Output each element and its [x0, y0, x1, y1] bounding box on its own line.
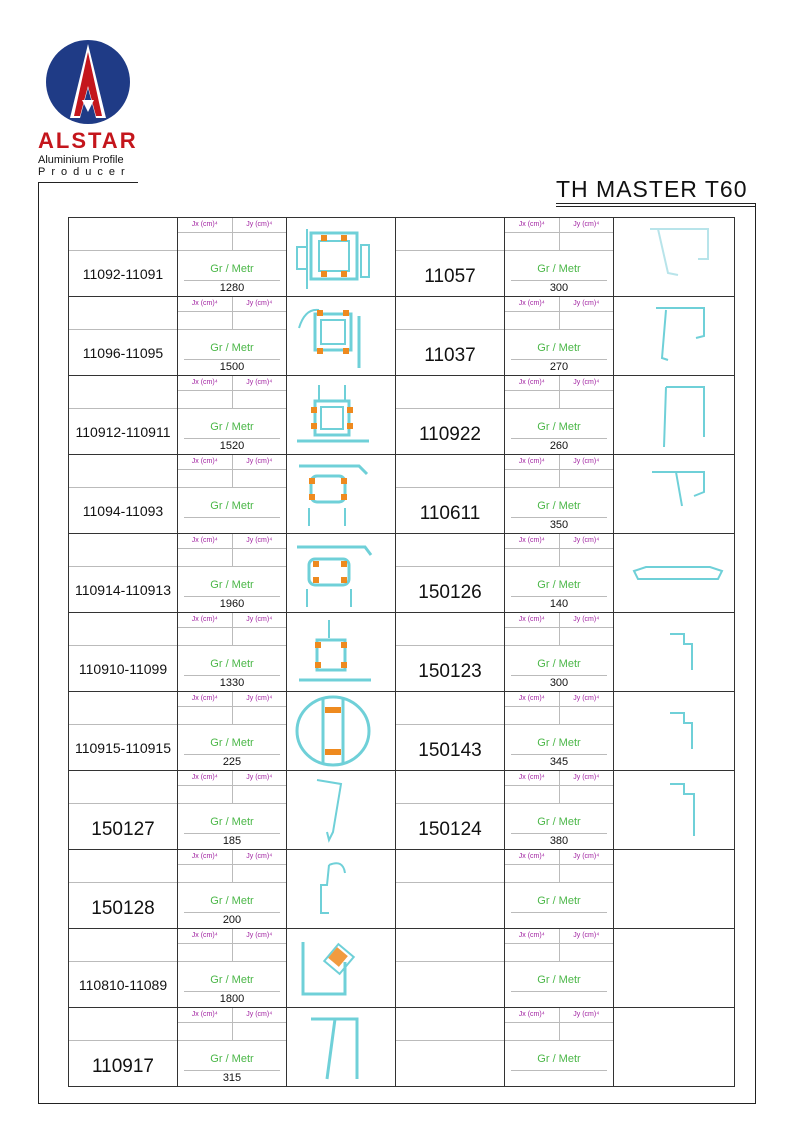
profile-section-icon [289, 614, 393, 690]
profile-properties-cell [505, 297, 614, 376]
profile-code: 11092-11091 [82, 266, 164, 282]
jx-label: Jx (cm)⁴ [505, 455, 560, 469]
jy-label: Jy (cm)⁴ [573, 458, 600, 465]
profile-code-cell [396, 218, 505, 297]
profile-code-cell [69, 850, 178, 929]
weight-label: Gr / Metr [537, 263, 581, 275]
brand-tagline-2: Producer [38, 166, 131, 178]
profile-properties-cell [178, 455, 287, 534]
profile-properties-cell [505, 692, 614, 771]
profile-section-icon [289, 456, 393, 532]
profile-section-icon [622, 456, 726, 532]
jx-label: Jx (cm)⁴ [178, 613, 233, 627]
profile-drawing-cell [614, 455, 735, 534]
jx-label: Jx (cm)⁴ [505, 692, 560, 706]
profile-code-cell [69, 771, 178, 850]
jy-label: Jy (cm)⁴ [573, 221, 600, 228]
profile-code-cell [396, 929, 505, 1008]
table-row [69, 376, 735, 455]
weight-label: Gr / Metr [210, 1053, 254, 1065]
profile-code: 150126 [418, 582, 482, 603]
jx-label: Jx (cm)⁴ [505, 771, 560, 785]
jy-label: Jy (cm)⁴ [573, 300, 600, 307]
title-underline [556, 203, 756, 204]
profile-properties-cell [505, 850, 614, 929]
jy-label: Jy (cm)⁴ [573, 616, 600, 623]
profile-section-icon [622, 772, 726, 848]
weight-label: Gr / Metr [537, 895, 581, 907]
weight-value: 300 [549, 677, 569, 689]
profile-code: 150143 [418, 740, 482, 761]
frame-bottom [38, 1103, 756, 1104]
profile-code-cell [69, 692, 178, 771]
jy-label: Jy (cm)⁴ [573, 853, 600, 860]
profile-code-cell [69, 455, 178, 534]
weight-value: 1330 [219, 677, 245, 689]
profile-code: 11057 [424, 266, 476, 287]
weight-label: Gr / Metr [210, 579, 254, 591]
jx-label: Jx (cm)⁴ [505, 534, 560, 548]
profile-code: 110611 [419, 503, 481, 524]
profile-code-cell [396, 297, 505, 376]
profile-code: 150127 [91, 819, 155, 840]
weight-value: 1960 [219, 598, 245, 610]
profile-code: 110917 [92, 1056, 154, 1077]
weight-value: 315 [222, 1072, 242, 1084]
brand-tagline: Aluminium Profile [38, 154, 124, 166]
profile-section-icon [622, 219, 726, 295]
weight-label: Gr / Metr [210, 895, 254, 907]
profile-section-icon [289, 535, 393, 611]
weight-label: Gr / Metr [537, 974, 581, 986]
profile-section-icon [289, 851, 393, 927]
profile-properties-cell [178, 771, 287, 850]
jx-label: Jx (cm)⁴ [505, 297, 560, 311]
profile-code-cell [396, 771, 505, 850]
jy-label: Jy (cm)⁴ [246, 853, 273, 860]
page-title: TH MASTER T60 [556, 176, 748, 202]
jx-label: Jx (cm)⁴ [178, 929, 233, 943]
weight-value: 1800 [219, 993, 245, 1005]
weight-value: 225 [222, 756, 242, 768]
profile-section-icon [289, 298, 393, 374]
weight-label: Gr / Metr [537, 1053, 581, 1065]
weight-label: Gr / Metr [210, 500, 254, 512]
profile-code-cell [69, 534, 178, 613]
profile-drawing-cell [614, 692, 735, 771]
profile-code-cell [396, 1008, 505, 1087]
table-row [69, 929, 735, 1008]
profile-section-icon [622, 298, 726, 374]
weight-label: Gr / Metr [537, 421, 581, 433]
profile-code-cell [69, 218, 178, 297]
weight-label: Gr / Metr [537, 500, 581, 512]
weight-label: Gr / Metr [537, 737, 581, 749]
weight-value: 140 [549, 598, 569, 610]
profile-code-cell [69, 376, 178, 455]
jy-label: Jy (cm)⁴ [246, 221, 273, 228]
profile-properties-cell [178, 929, 287, 1008]
profile-code: 150123 [418, 661, 482, 682]
weight-label: Gr / Metr [210, 421, 254, 433]
profile-code: 110915-110915 [74, 740, 172, 756]
table-row [69, 218, 735, 297]
profile-drawing-cell [287, 376, 396, 455]
profile-drawing-cell [614, 1008, 735, 1087]
profile-properties-cell [178, 297, 287, 376]
weight-label: Gr / Metr [210, 737, 254, 749]
weight-label: Gr / Metr [210, 342, 254, 354]
jx-label: Jx (cm)⁴ [505, 1008, 560, 1022]
profile-drawing-cell [287, 297, 396, 376]
profile-drawing-cell [287, 218, 396, 297]
frame-left [38, 182, 39, 1104]
profile-properties-cell [505, 929, 614, 1008]
profile-section-icon [289, 930, 393, 1006]
profile-properties-cell [505, 455, 614, 534]
profile-drawing-cell [287, 929, 396, 1008]
jy-label: Jy (cm)⁴ [573, 379, 600, 386]
jy-label: Jy (cm)⁴ [246, 932, 273, 939]
jx-label: Jx (cm)⁴ [505, 376, 560, 390]
profile-properties-cell [505, 376, 614, 455]
profile-properties-cell [505, 1008, 614, 1087]
table-row [69, 297, 735, 376]
jy-label: Jy (cm)⁴ [246, 379, 273, 386]
weight-label: Gr / Metr [537, 579, 581, 591]
jx-label: Jx (cm)⁴ [178, 534, 233, 548]
profile-code-cell [69, 929, 178, 1008]
weight-value: 345 [549, 756, 569, 768]
jx-label: Jx (cm)⁴ [505, 850, 560, 864]
profile-code-cell [396, 613, 505, 692]
profile-code-cell [69, 297, 178, 376]
weight-value: 185 [222, 835, 242, 847]
table-row [69, 771, 735, 850]
weight-label: Gr / Metr [537, 816, 581, 828]
profile-properties-cell [178, 613, 287, 692]
weight-value: 300 [549, 282, 569, 294]
jx-label: Jx (cm)⁴ [505, 613, 560, 627]
profile-section-icon [622, 614, 726, 690]
profile-section-icon [289, 219, 393, 295]
jy-label: Jy (cm)⁴ [246, 300, 273, 307]
profile-code: 150124 [418, 819, 482, 840]
divider [38, 182, 138, 183]
profile-drawing-cell [614, 850, 735, 929]
weight-value: 1500 [219, 361, 245, 373]
profile-code-cell [396, 534, 505, 613]
profile-code: 110810-11089 [78, 977, 168, 993]
profile-section-icon [289, 377, 393, 453]
weight-value: 1280 [219, 282, 245, 294]
jy-label: Jy (cm)⁴ [573, 537, 600, 544]
weight-label: Gr / Metr [537, 342, 581, 354]
jx-label: Jx (cm)⁴ [505, 218, 560, 232]
jx-label: Jx (cm)⁴ [178, 376, 233, 390]
profile-drawing-cell [614, 376, 735, 455]
weight-value: 380 [549, 835, 569, 847]
profile-properties-cell [505, 534, 614, 613]
jy-label: Jy (cm)⁴ [246, 695, 273, 702]
profile-code-cell [396, 376, 505, 455]
jy-label: Jy (cm)⁴ [573, 695, 600, 702]
jy-label: Jy (cm)⁴ [246, 458, 273, 465]
profile-code: 110912-110911 [75, 424, 171, 440]
profile-section-icon [622, 377, 726, 453]
table-row [69, 455, 735, 534]
jy-label: Jy (cm)⁴ [573, 774, 600, 781]
weight-label: Gr / Metr [210, 974, 254, 986]
profile-code: 110910-11099 [78, 661, 168, 677]
alstar-emblem-icon [44, 38, 132, 126]
weight-label: Gr / Metr [210, 263, 254, 275]
profile-drawing-cell [287, 1008, 396, 1087]
profile-code: 11037 [424, 345, 476, 366]
profile-properties-cell [178, 692, 287, 771]
weight-label: Gr / Metr [210, 658, 254, 670]
weight-value: 1520 [219, 440, 245, 452]
jx-label: Jx (cm)⁴ [178, 771, 233, 785]
profile-code-cell [396, 455, 505, 534]
jx-label: Jx (cm)⁴ [178, 850, 233, 864]
profile-section-icon [289, 1009, 393, 1085]
profile-drawing-cell [614, 613, 735, 692]
profile-properties-cell [178, 534, 287, 613]
profile-drawing-cell [287, 534, 396, 613]
jy-label: Jy (cm)⁴ [573, 1011, 600, 1018]
jx-label: Jx (cm)⁴ [505, 929, 560, 943]
profile-drawing-cell [614, 929, 735, 1008]
profile-properties-cell [505, 613, 614, 692]
profile-section-icon [622, 535, 726, 611]
profile-section-icon [289, 693, 393, 769]
jx-label: Jx (cm)⁴ [178, 1008, 233, 1022]
title-underline-2 [556, 206, 756, 207]
jx-label: Jx (cm)⁴ [178, 455, 233, 469]
frame-right [755, 204, 756, 1104]
profile-properties-cell [178, 376, 287, 455]
profile-code-cell [69, 1008, 178, 1087]
profile-code: 11096-11095 [82, 345, 164, 361]
table-row [69, 850, 735, 929]
jy-label: Jy (cm)⁴ [246, 1011, 273, 1018]
table-row [69, 1008, 735, 1087]
table-row [69, 692, 735, 771]
company-logo [38, 38, 138, 178]
profile-code: 110914-110913 [74, 582, 172, 598]
profile-drawing-cell [614, 297, 735, 376]
profile-drawing-cell [287, 613, 396, 692]
profile-drawing-cell [614, 771, 735, 850]
profile-properties-cell [178, 218, 287, 297]
brand-name: ALSTAR [38, 128, 138, 153]
profile-drawing-cell [287, 850, 396, 929]
profile-drawing-cell [287, 692, 396, 771]
weight-value: 350 [549, 519, 569, 531]
weight-label: Gr / Metr [537, 658, 581, 670]
profile-section-icon [622, 693, 726, 769]
jy-label: Jy (cm)⁴ [246, 616, 273, 623]
jx-label: Jx (cm)⁴ [178, 692, 233, 706]
weight-value: 260 [549, 440, 569, 452]
jx-label: Jx (cm)⁴ [178, 297, 233, 311]
profile-properties-cell [505, 218, 614, 297]
profile-drawing-cell [287, 455, 396, 534]
table-row [69, 534, 735, 613]
profile-drawing-cell [614, 218, 735, 297]
profile-section-icon [289, 772, 393, 848]
profile-code: 110922 [419, 424, 481, 445]
profile-drawing-cell [287, 771, 396, 850]
jy-label: Jy (cm)⁴ [246, 774, 273, 781]
jy-label: Jy (cm)⁴ [246, 537, 273, 544]
profile-code-cell [69, 613, 178, 692]
profile-table [68, 217, 735, 1087]
weight-value: 200 [222, 914, 242, 926]
profile-code-cell [396, 850, 505, 929]
profile-code: 150128 [91, 898, 155, 919]
profile-code-cell [396, 692, 505, 771]
table-row [69, 613, 735, 692]
profile-properties-cell [505, 771, 614, 850]
weight-value: 270 [549, 361, 569, 373]
weight-label: Gr / Metr [210, 816, 254, 828]
profile-properties-cell [178, 1008, 287, 1087]
jy-label: Jy (cm)⁴ [573, 932, 600, 939]
profile-code: 11094-11093 [82, 503, 164, 519]
profile-drawing-cell [614, 534, 735, 613]
profile-properties-cell [178, 850, 287, 929]
jx-label: Jx (cm)⁴ [178, 218, 233, 232]
